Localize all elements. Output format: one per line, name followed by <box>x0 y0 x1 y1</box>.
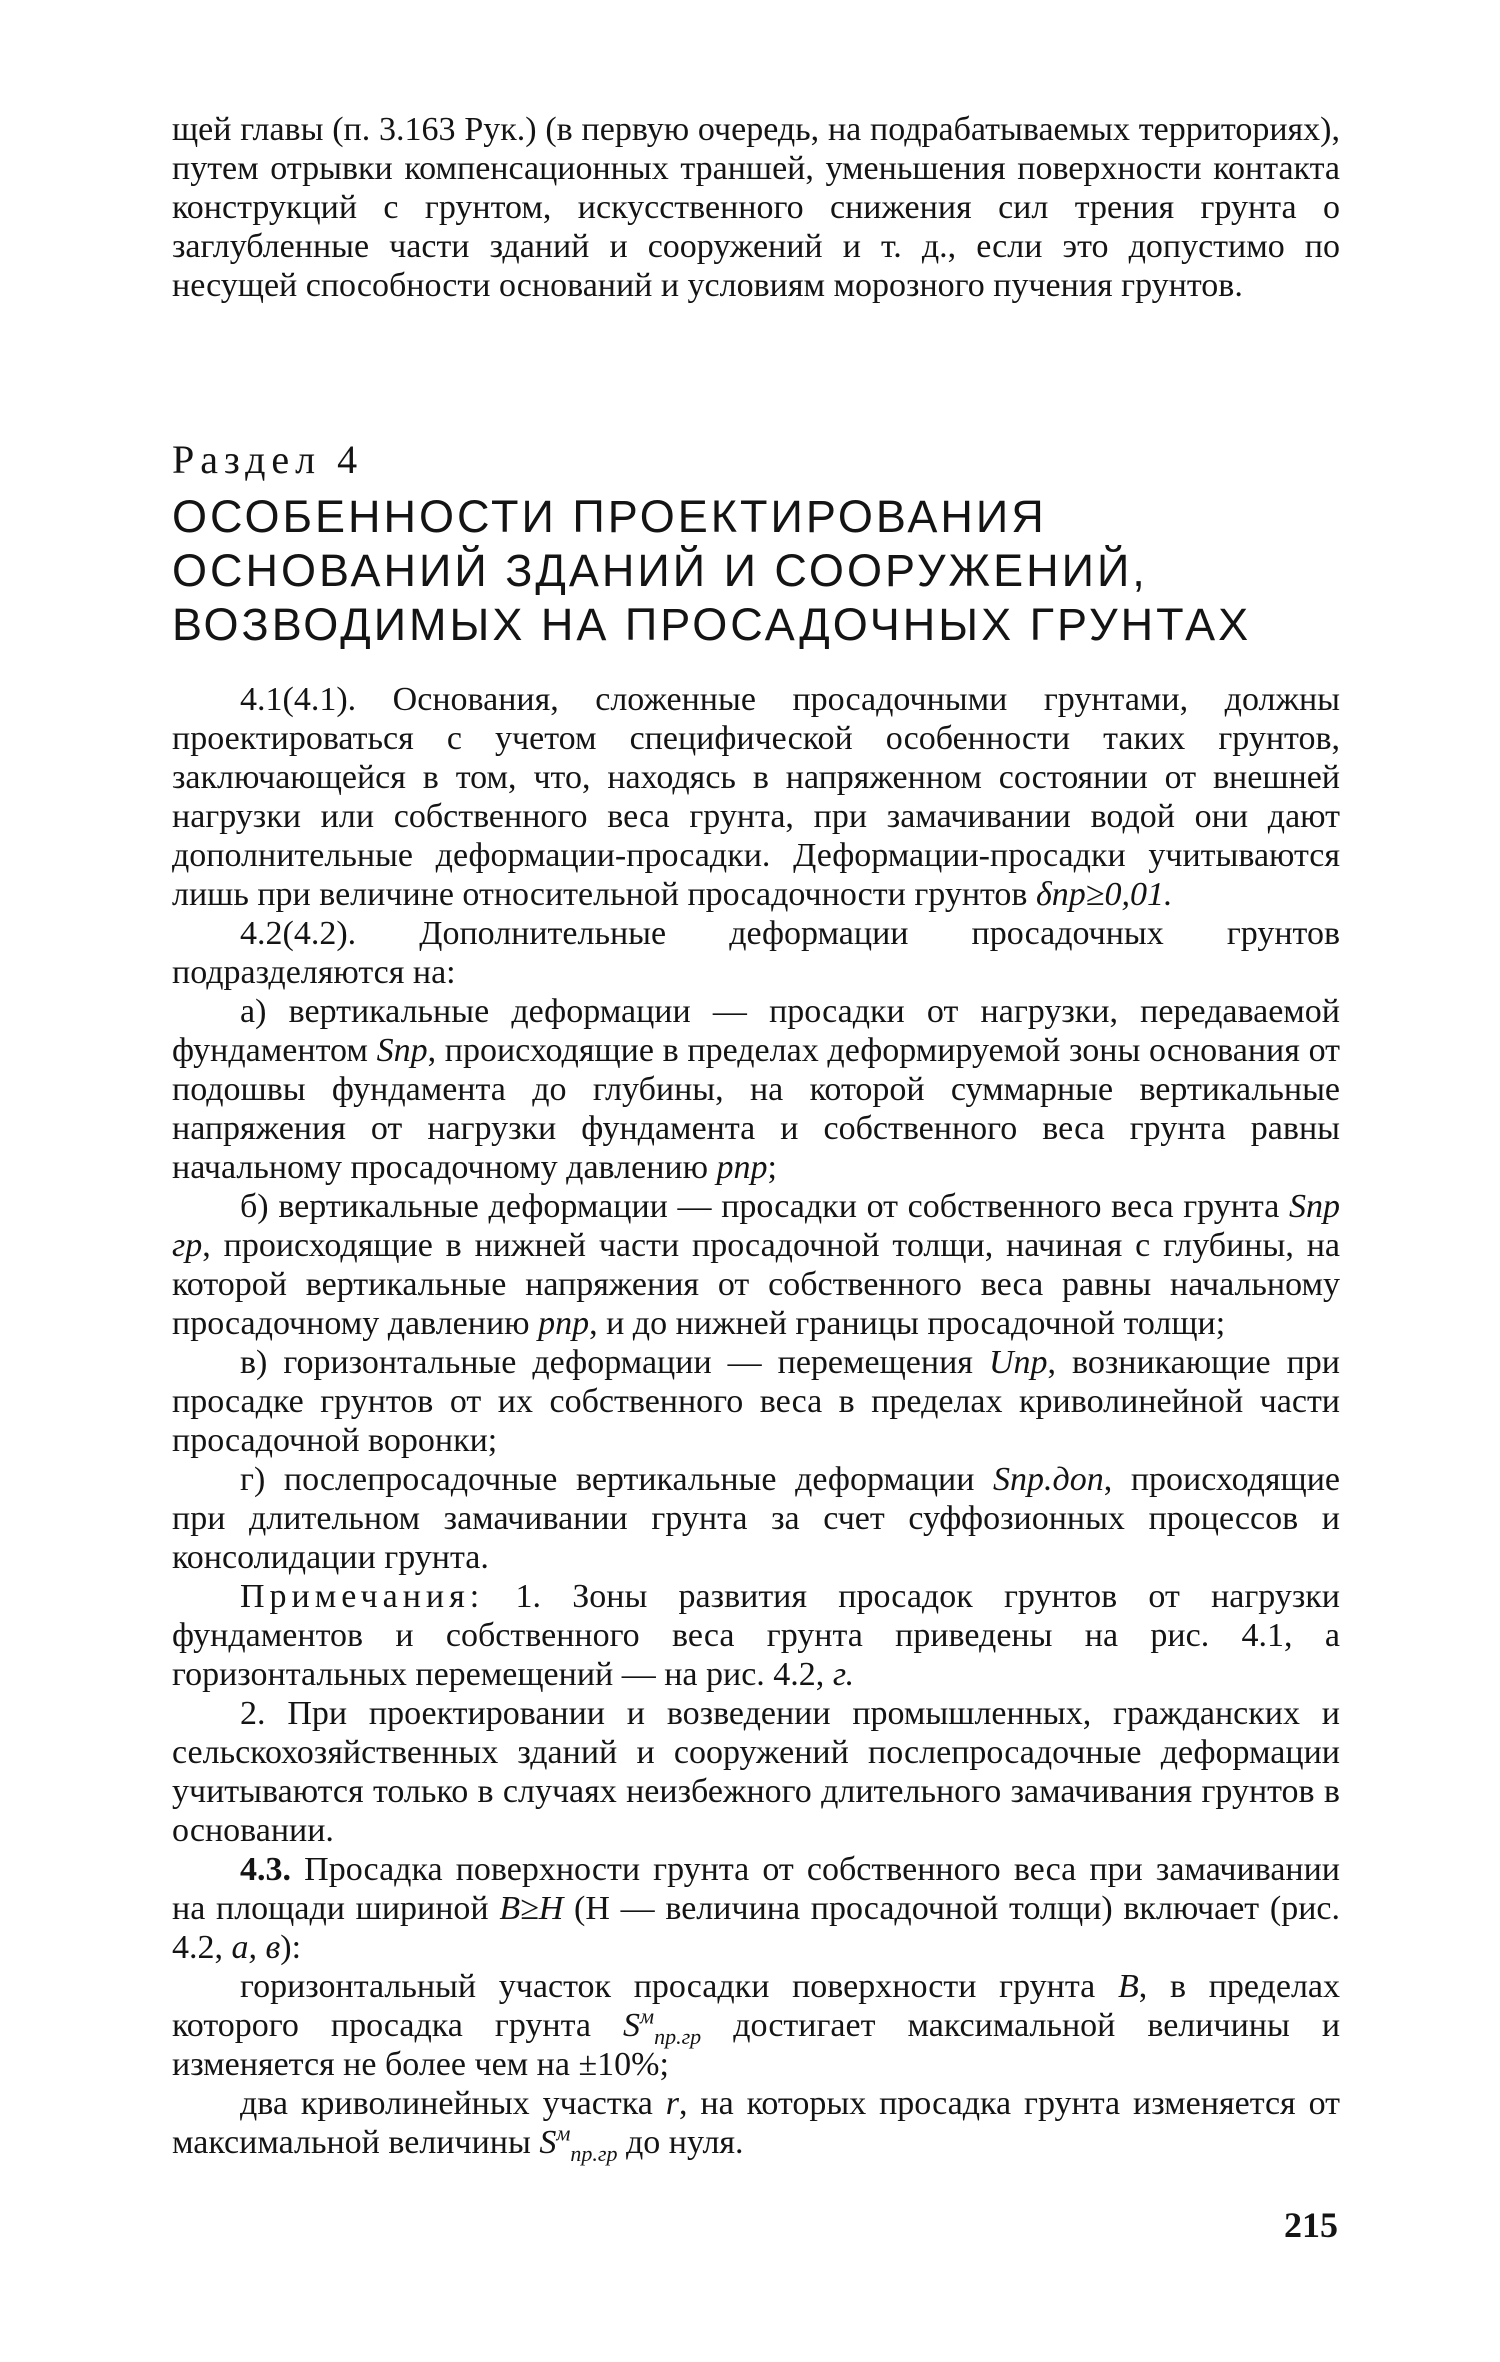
item-text: а) вертикальные деформации — просадки от нагрузки, передаваемой фундаментом <box>172 993 1340 1069</box>
section-label: Раздел 4 <box>172 437 364 482</box>
note-2: 2. При проектировании и возведении промышленных, гражданских и сельскохозяйственных зданий и сооружений послепросадочные деформации учитываются только в случаях неизбежного длительного замачивания грунтов в основании. <box>172 1695 1340 1849</box>
notes-label: Примечания: <box>240 1578 485 1615</box>
symbol: Sпр <box>376 1032 428 1069</box>
page-number: 215 <box>1284 2205 1338 2245</box>
item-text: в) горизонтальные деформации — перемещения <box>240 1344 973 1381</box>
symbol-s-max <box>539 2120 618 2166</box>
subscript: пр.гр <box>570 2140 618 2166</box>
intro-block <box>172 110 1340 305</box>
symbol: S <box>539 2124 557 2161</box>
item-text: достигает максимальной величины и изменяется не более чем на ±10%; <box>172 2007 1341 2083</box>
item-text: , происходящие в пределах деформируемой зоны основания от подошвы фундамента до глубины, на которой суммарные вертикальные напряжения от нагрузки фундамента и собственного веса грунта равны начальному просадочному давлению <box>172 1032 1341 1186</box>
sub-item-1 <box>172 1967 1340 2084</box>
intro-paragraph: щей главы (п. 3.163 Рук.) (в первую очередь, на подрабатываемых территориях), путем отрывки компенсационных траншей, уменьшения поверхности контакта конструкций с грунтом, искусственного снижения сил трения грунта о заглубленные части зданий и сооружений и т. д., если это допустимо по несущей способности оснований и условиям морозного пучения грунтов. <box>172 111 1340 304</box>
figure-ref: а, в <box>231 1929 281 1966</box>
item-text: ; <box>767 1149 777 1186</box>
main-text <box>172 680 1341 2166</box>
item-text: , в пределах которого просадка грунта <box>172 1968 1340 2044</box>
formula: B≥H <box>499 1890 564 1927</box>
section-title-line: ОСОБЕННОСТИ ПРОЕКТИРОВАНИЯ <box>172 491 1047 542</box>
symbol-s-max <box>623 2003 702 2049</box>
paragraph-4-2 <box>172 914 1340 992</box>
symbol: Uпр <box>988 1344 1048 1381</box>
paragraph-text: Просадка поверхности грунта от собственного веса при замачивании на площади шириной <box>172 1851 1341 1927</box>
item-text: , происходящие при длительном замачивании грунта за счет суффозионных процессов и консолидации грунта. <box>172 1461 1340 1576</box>
section-title-line: ВОЗВОДИМЫХ НА ПРОСАДОЧНЫХ ГРУНТАХ <box>172 599 1252 650</box>
item-text: б) вертикальные деформации — просадки от собственного веса грунта <box>240 1188 1280 1225</box>
section-title-line: ОСНОВАНИЙ ЗДАНИЙ И СООРУЖЕНИЙ, <box>172 545 1148 596</box>
list-item-a <box>172 992 1340 1187</box>
paragraph-text: ): <box>280 1929 302 1966</box>
superscript: м <box>640 2003 655 2029</box>
symbol: Sпр.доп <box>993 1461 1104 1498</box>
symbol: S <box>623 2007 641 2044</box>
item-text: , на которых просадка грунта изменяется от максимальной величины <box>172 2085 1341 2161</box>
figure-ref: г. <box>832 1656 855 1693</box>
sub-item-2 <box>172 2084 1341 2166</box>
superscript: м <box>556 2120 571 2146</box>
symbol: B <box>1117 1968 1139 2005</box>
item-text: два криволинейных участка <box>240 2085 653 2122</box>
list-item-b <box>172 1187 1340 1343</box>
paragraph-text: (H — величина просадочной толщи) включает (рис. 4.2, <box>172 1890 1340 1966</box>
formula: δпр≥0,01. <box>1035 876 1173 913</box>
paragraph-number: 4.3. <box>240 1851 291 1888</box>
paragraph-4-1 <box>172 680 1340 914</box>
paragraph-text: Дополнительные деформации просадочных грунтов подразделяются на: <box>172 915 1341 991</box>
paragraph-number: 4.2(4.2). <box>240 915 357 952</box>
section-title <box>172 490 1372 652</box>
list-item-g <box>172 1460 1340 1577</box>
item-text: , возникающие при просадке грунтов от их собственного веса в пределах криволинейной части просадочной воронки; <box>172 1344 1340 1459</box>
paragraph-text: Основания, сложенные просадочными грунтами, должны проектироваться с учетом специфической особенности таких грунтов, заключающейся в том, что, находясь в напряженном состоянии от внешней нагрузки или собственного веса грунта, при замачивании водой они дают дополнительные деформации-просадки. Деформации-просадки учитываются лишь при величине относительной просадочности грунтов <box>172 681 1340 913</box>
paragraph-4-3 <box>172 1850 1340 1967</box>
item-text: г) послепросадочные вертикальные деформации <box>240 1461 975 1498</box>
item-text: горизонтальный участок просадки поверхности грунта <box>240 1968 1096 2005</box>
symbol: r <box>665 2085 679 2122</box>
symbol: Sпр гр <box>172 1188 1341 1264</box>
note-1 <box>172 1577 1340 1694</box>
list-item-v <box>172 1343 1340 1460</box>
item-text: , происходящие в нижней части просадочной толщи, начиная с глубины, на которой вертикальные напряжения от собственного веса равны начальному просадочному давлению <box>172 1227 1340 1342</box>
item-text: , и до нижней границы просадочной толщи; <box>589 1305 1226 1342</box>
paragraph-number: 4.1(4.1). <box>240 681 357 718</box>
note-text: 1. Зоны развития просадок грунтов от нагрузки фундаментов и собственного веса грунта приведены на рис. 4.1, а горизонтальных перемещений — на рис. 4.2, <box>172 1578 1340 1693</box>
subscript: пр.гр <box>654 2023 702 2049</box>
item-text: до нуля. <box>625 2124 744 2161</box>
symbol: pпр <box>538 1305 590 1342</box>
symbol: pпр <box>716 1149 768 1186</box>
